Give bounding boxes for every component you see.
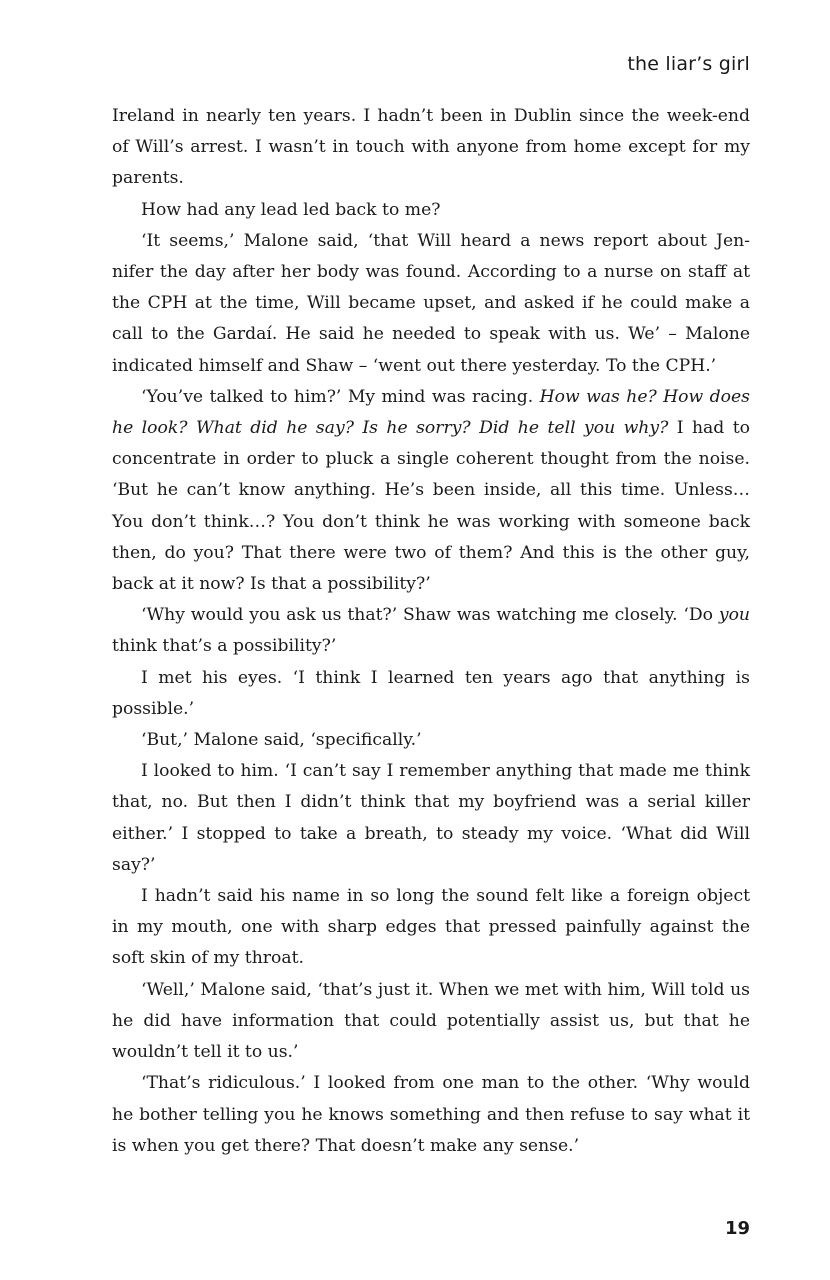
paragraph	[112, 975, 750, 1069]
text-segment: ‘It seems,’ Malone said, ‘that Will heard a news report about Jen-nifer the day after her body was found. According to a nurse on staff at the CPH at the time, Will became upset, and asked if he could make a call to the Gardaí. He said he needed to speak with us. We’ – Malone indicated himself and Shaw – ‘went out there yesterday. To the CPH.’	[112, 230, 750, 376]
paragraph	[112, 663, 750, 725]
paragraph	[112, 881, 750, 975]
text-segment: ‘Why would you ask us that?’ Shaw was watching me closely. ‘Do	[141, 605, 719, 626]
text-segment: How had any lead led back to me?	[141, 199, 441, 220]
italic-segment: you	[718, 605, 750, 626]
text-segment: think that’s a possibility?’	[112, 636, 337, 657]
paragraph	[112, 226, 750, 382]
paragraph	[112, 725, 750, 756]
paragraph	[112, 101, 750, 195]
paragraph	[112, 1068, 750, 1162]
text-segment: I hadn’t said his name in so long the sound felt like a foreign object in my mouth, one with sharp edges that pressed painfully against the soft skin of my throat.	[112, 886, 750, 969]
body-text	[112, 101, 750, 1162]
text-segment: I had to concentrate in order to pluck a single coherent thought from the noise. ‘But he can’t know anything. He’s been inside, all this time. Unless… You don’t think…? You don’t think he was working with someone back then, do you? That there were two of them? And this is the other guy, back at it now? Is that a possibility?’	[112, 418, 750, 595]
page-number: 19	[724, 1218, 750, 1239]
text-segment: ‘You’ve talked to him?’ My mind was racing.	[141, 386, 540, 407]
paragraph	[112, 382, 750, 600]
text-segment: ‘But,’ Malone said, ‘specifically.’	[141, 730, 422, 751]
text-segment: I looked to him. ‘I can’t say I remember anything that made me think that, no. But then I didn’t think that my boyfriend was a serial killer either.’ I stopped to take a breath, to steady my voice. ‘What did Will say?’	[112, 761, 750, 875]
italic-segment: How was he? How does he look? What did he say? Is he sorry? Did he tell you why?	[112, 386, 750, 439]
text-segment: ‘That’s ridiculous.’ I looked from one man to the other. ‘Why would he bother telling you he knows something and then refuse to say what it is when you get there? That doesn’t make any sense.’	[112, 1073, 750, 1156]
paragraph	[112, 756, 750, 881]
text-segment: Ireland in nearly ten years. I hadn’t been in Dublin since the week-end of Will’s arrest. I wasn’t in touch with anyone from home except for my parents.	[112, 106, 750, 189]
paragraph	[112, 195, 750, 226]
running-head: the liar’s girl	[627, 53, 750, 75]
text-segment: ‘Well,’ Malone said, ‘that’s just it. When we met with him, Will told us he did have information that could potentially assist us, but that he wouldn’t tell it to us.’	[112, 979, 750, 1063]
paragraph	[112, 600, 750, 662]
text-segment: I met his eyes. ‘I think I learned ten years ago that anything is possible.’	[112, 667, 750, 719]
